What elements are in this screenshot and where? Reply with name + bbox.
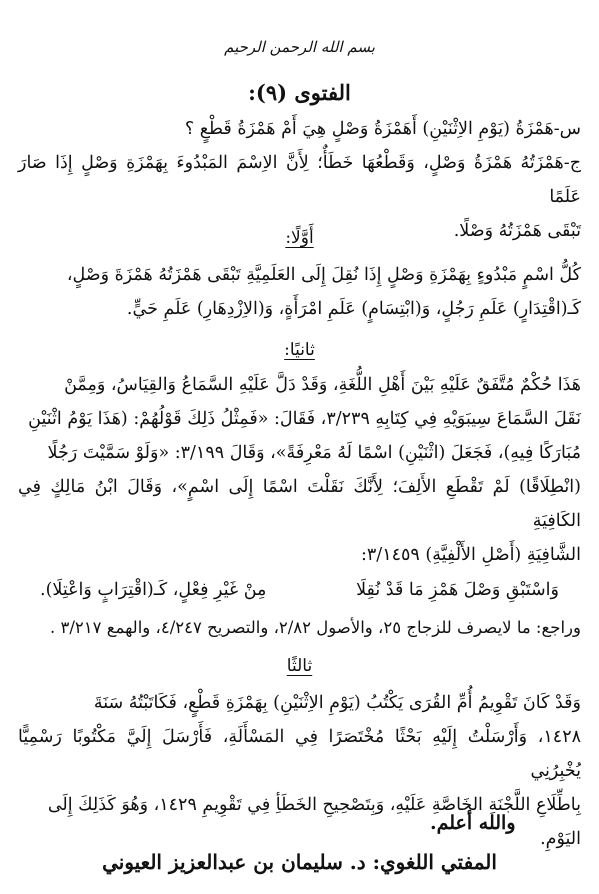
section-first-body: [18, 258, 581, 326]
section-second-body: [18, 368, 581, 572]
verse-second-hemistich: مِنْ غَيْرِ فِعْلٍ، كَـ(اقْتِرَابٍ وَاعْتِلَا).: [40, 580, 267, 600]
paragraph-line: نَقَلَ السَّمَاعَ سِيبَوَيْهِ فِي كِتَابِهِ ٣/٢٣٩، فَقَالَ: «فَمِثْلُ ذَلِكَ قَوْلُهُمْ: (هَذَا يَوْمُ اثْنَيْنِ: [28, 409, 581, 429]
paragraph-line: كُلُّ اسْمٍ مَبْدُوءٍ بِهَمْزَةِ وَصْلٍ إِذَا نُقِلَ إِلَى العَلَمِيَّةِ تَبْقَى هَمْزَتُهُ هَمْزَةَ وَصْلٍ،: [66, 265, 581, 285]
answer-line: تَبْقَى هَمْزَتُهُ وَصْلًا.: [453, 221, 581, 241]
references-line: وراجع: ما لايصرف للزجاج ٢٥، والأصول ٢/٨٢، والتصريح ٤/٢٤٧، والهمع ٣/٢١٧ .: [50, 618, 581, 637]
question-text: س-هَمْزَةُ (يَوْمِ الاِثْنَيْنِ) أَهَمْزَةُ وَصْلٍ هِيَ أَمْ هَمْزَةُ قَطْعٍ ؟: [184, 119, 581, 139]
paragraph-line: وَقَدْ كَانَ تَقْوِيمُ أُمِّ القُرَى يَكْتُبُ (يَوْمِ الاِثْنَيْنِ) بِهَمْزَةِ قَطْعٍ، فَكَاتَبْتُهُ سَنَةَ: [93, 693, 581, 713]
signature: المفتي اللغوي: د. سليمان بن عبدالعزيز العيوني: [102, 850, 497, 874]
verse-first-hemistich: وَاسْتَبْقِ وَصْلَ هَمْزِ مَا قَدْ نُقِلَا: [356, 580, 559, 600]
paragraph-line: بِاطِّلَاعِ اللَّجْنَةِ الخَاصَّةِ عَلَيْهِ، وَبِتَصْحِيحِ الخَطَأِ فِي تَقْوِيمِ ١٤٢٩، وَهُوَ كَذَلِكَ إِلَى: [47, 795, 581, 815]
paragraph-line: (انْطِلَاقًا) لَمْ تَقْطَعِ الأَلِفَ؛ لِأَنَّكَ نَقَلْتَ اسْمًا إِلَى اسْمٍ»، وَقَالَ ابْنُ مَالِكٍ فِي الكَافِيَةِ: [18, 477, 581, 531]
paragraph-line: مُبَارَكًا فِيهِ)، فَجَعَلَ (اثْنَيْنِ) اسْمًا لَهُ مَعْرِفَةً»، وَقَالَ ٣/١٩٩: «وَلَوْ سَمَّيْتَ رَجُلًا: [47, 443, 581, 463]
section-heading-first: أَوَّلًا:: [285, 228, 314, 248]
section-heading-third: ثالثًا: [286, 656, 313, 676]
paragraph-line: اليَوْمِ.: [540, 829, 581, 849]
basmala: بسم الله الرحمن الرحيم: [224, 38, 375, 56]
paragraph-line: ١٤٢٨، وَأَرْسَلْتُ إِلَيْهِ بَحْثًا مُخْتَصَرًا فِي المَسْأَلَةِ، فَأَرْسَلَ إِلَيَّ مَكْتُوبًا رَسْمِيًّا يُخْبِرُنِي: [18, 727, 581, 781]
paragraph-line: هَذَا حُكْمٌ مُتَّفَقٌ عَلَيْهِ بَيْنَ أَهْلِ اللُّغَةِ، وَقَدْ دَلَّ عَلَيْهِ السَّمَاعُ وَالقِيَاسُ، وَمِمَّنْ: [64, 375, 581, 395]
paragraph-line: الشَّافِيَةِ (أَصْلِ الأَلْفِيَّةِ) ٣/١٤٥٩:: [361, 545, 581, 565]
fatwa-title: الفتوى (٩):: [248, 80, 351, 105]
answer-line: ج-هَمْزَتُهُ هَمْزَةُ وَصْلٍ، وَقَطْعُهَا خَطَأٌ؛ لِأَنَّ الاِسْمَ المَبْدُوءَ بِهَمْزَةِ وَصْلٍ إِذَا صَارَ عَلَمًا: [18, 153, 581, 207]
paragraph-line: كَـ(اقْتِدَارٍ) عَلَمِ رَجُلٍ، وَ(ابْتِسَامٍ) عَلَمِ امْرَأَةٍ، وَ(الاِزْدِهَارِ) عَلَمِ حَيٍّ.: [126, 299, 581, 319]
closing-phrase: والله أعلم.: [430, 812, 516, 834]
section-heading-second: ثانيًا:: [284, 340, 315, 360]
